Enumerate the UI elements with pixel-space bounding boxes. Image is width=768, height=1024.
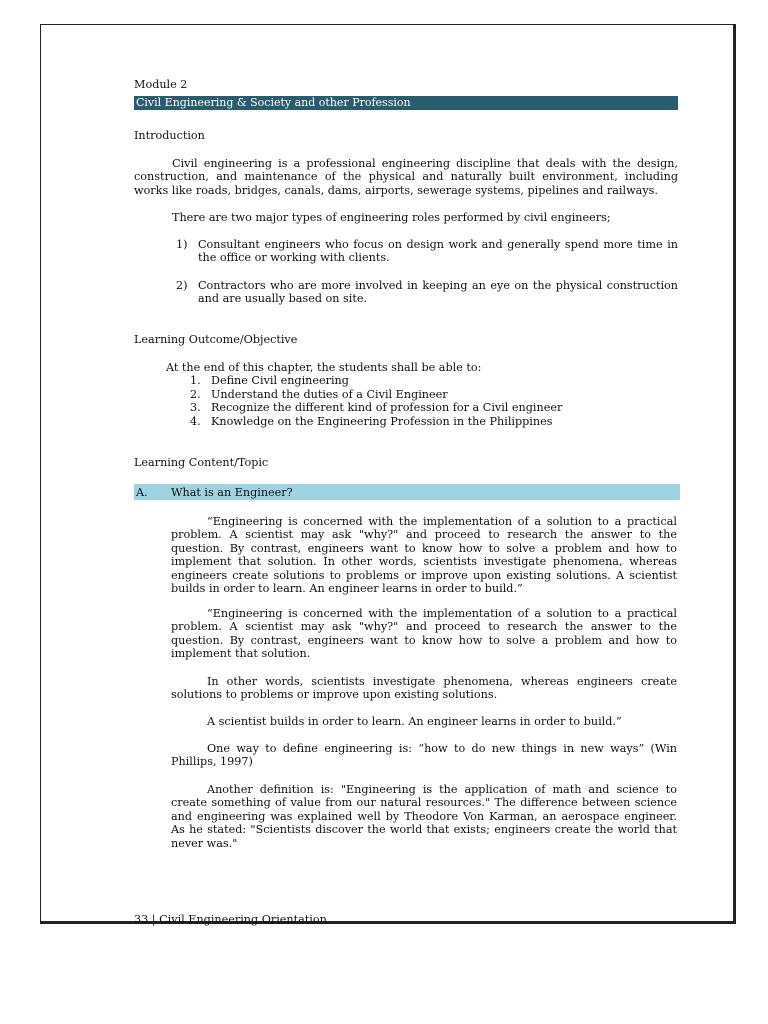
content-paragraph-4: A scientist builds in order to learn. An engineer learns in order to build.” bbox=[207, 715, 622, 728]
objective-item: Understand the duties of a Civil Engineer bbox=[211, 388, 448, 401]
intro-paragraph-1: Civil engineering is a professional engineering discipline that deals with the design, construction, and maintenance of the physical and naturally built environment, including works like roads, bridges, canals, dams, airports, sewerage systems, pipelines and railways. bbox=[134, 157, 678, 197]
module-label: Module 2 bbox=[134, 78, 188, 91]
content-paragraph-5: One way to define engineering is: “how to do new things in new ways” (Win Phillips, 1997) bbox=[171, 742, 677, 769]
content-paragraph-2: “Engineering is concerned with the implementation of a solution to a practical problem. A scientist may ask "why?" and proceed to research the answer to the question. By contrast, engineers want to know how to solve a problem and how to implement that solution. bbox=[171, 607, 677, 661]
objective-item: Knowledge on the Engineering Profession in the Philippines bbox=[211, 415, 553, 428]
role-item: Consultant engineers who focus on design work and generally spend more time in the office or working with clients. bbox=[198, 238, 678, 265]
role-item: Contractors who are more involved in keeping an eye on the physical construction and are usually based on site. bbox=[198, 279, 678, 306]
intro-heading: Introduction bbox=[134, 129, 205, 142]
content-paragraph-3: In other words, scientists investigate phenomena, whereas engineers create solutions to problems or improve upon existing solutions. bbox=[171, 675, 677, 702]
content-paragraph-6: Another definition is: "Engineering is the application of math and science to create something of value from our natural resources." The difference between science and engineering was explained well by Theodore Von Karman, an aerospace engineer. As he stated: "Scientists discover the world that exists; engineers create the world that never was." bbox=[171, 783, 677, 850]
intro-paragraph-2: There are two major types of engineering roles performed by civil engineers; bbox=[172, 211, 611, 224]
objective-number: 2. bbox=[190, 388, 201, 401]
content-heading: Learning Content/Topic bbox=[134, 456, 269, 469]
section-title: What is an Engineer? bbox=[171, 486, 293, 499]
outcome-heading: Learning Outcome/Objective bbox=[134, 333, 298, 346]
chapter-banner: Civil Engineering & Society and other Profession bbox=[134, 96, 678, 110]
objective-item: Define Civil engineering bbox=[211, 374, 349, 387]
content-paragraph-1: “Engineering is concerned with the implementation of a solution to a practical problem. A scientist may ask "why?" and proceed to research the answer to the question. By contrast, engineers want to know how to solve a problem and how to implement that solution. In other words, scientists investigate phenomena, whereas engineers create solutions to problems or improve upon existing solutions. A scientist builds in order to learn. An engineer learns in order to build.” bbox=[171, 515, 677, 596]
role-number: 1) bbox=[176, 238, 188, 251]
objective-number: 3. bbox=[190, 401, 201, 414]
section-letter: A. bbox=[136, 486, 148, 499]
objective-item: Recognize the different kind of profession for a Civil engineer bbox=[211, 401, 563, 414]
objective-number: 4. bbox=[190, 415, 201, 428]
role-number: 2) bbox=[176, 279, 188, 292]
objective-number: 1. bbox=[190, 374, 201, 387]
page-footer: 33 | Civil Engineering Orientation bbox=[134, 913, 327, 926]
outcome-lead: At the end of this chapter, the students shall be able to: bbox=[166, 361, 482, 374]
